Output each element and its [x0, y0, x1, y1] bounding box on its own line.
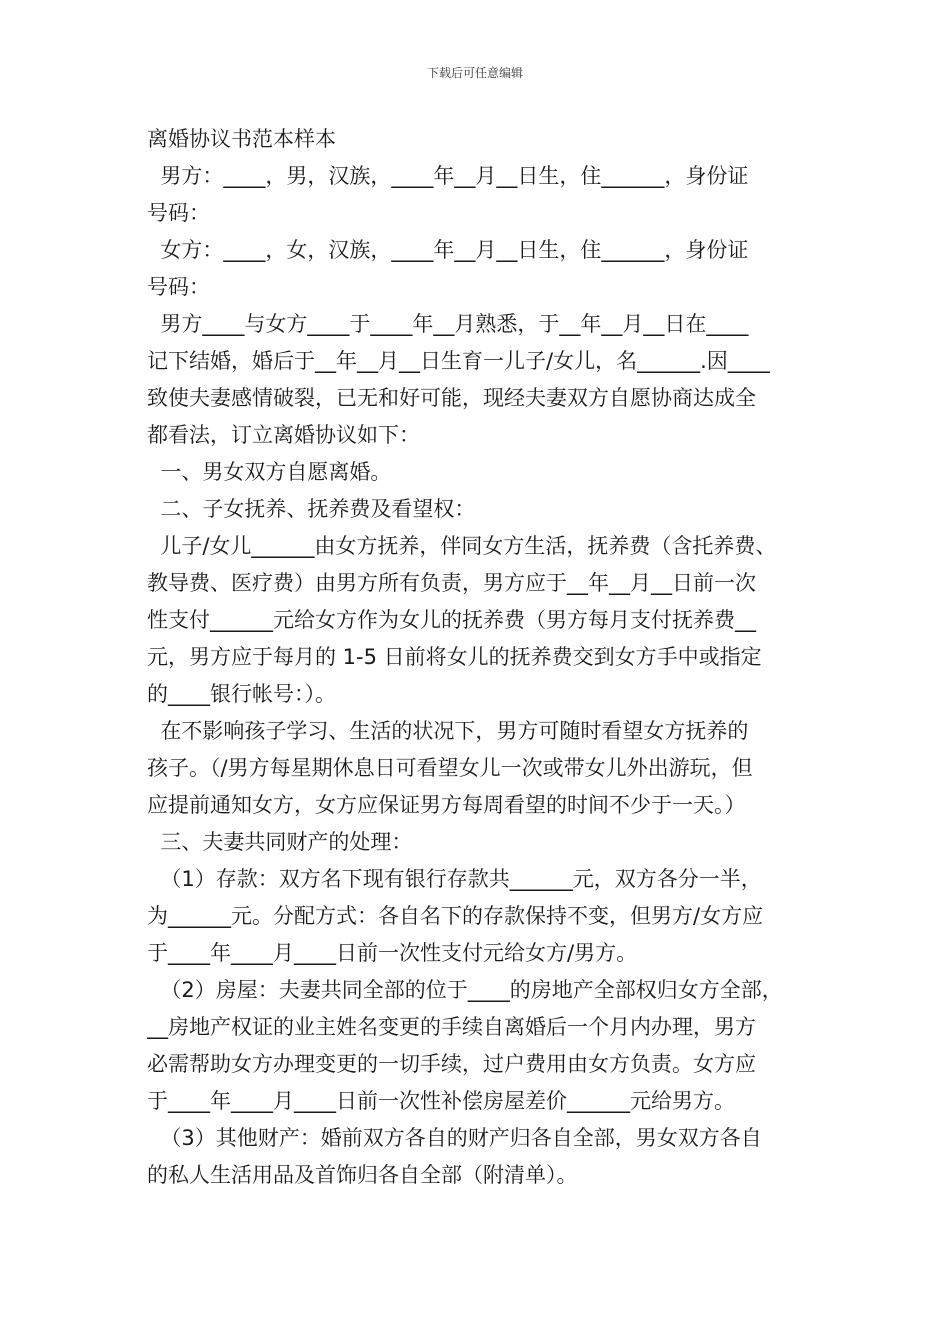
- text-line: 应提前通知女方，女方应保证男方每周看望的时间不少于一天。）: [147, 793, 746, 817]
- text-line: 男方____与女方____于____年__月熟悉，于__年__月__日在____: [147, 312, 749, 336]
- document-title: 离婚协议书范本样本: [147, 127, 336, 151]
- text-line: 为______元。分配方式：各自名下的存款保持不变，但男方/女方应: [147, 904, 764, 928]
- text-line: 于____年____月____日前一次性补偿房屋差价______元给男方。: [147, 1089, 735, 1113]
- text-line: 孩子。（/男方每星期休息日可看望女儿一次或带女儿外出游玩，但: [147, 756, 753, 780]
- text-line: 致使夫妻感情破裂，已无和好可能，现经夫妻双方自愿协商达成全: [147, 386, 756, 410]
- text-line: 儿子/女儿______由女方抚养，伴同女方生活，抚养费（含托养费、: [147, 534, 777, 558]
- text-line: __房地产权证的业主姓名变更的手续自离婚后一个月内办理，男方: [147, 1015, 756, 1039]
- text-line: 必需帮助女方办理变更的一切手续，过户费用由女方负责。女方应: [147, 1052, 756, 1076]
- text-line: 都看法，订立离婚协议如下：: [147, 423, 420, 447]
- text-line: 女方：____，女，汉族，____年__月__日生，住______，身份证: [147, 238, 749, 262]
- text-line: 的私人生活用品及首饰归各自全部（附清单）。: [147, 1163, 578, 1187]
- text-line: 记下结婚，婚后于__年__月__日生育一儿子/女儿，名______.因____: [147, 349, 770, 373]
- text-line: （1）存款：双方名下现有银行存款共______元，双方各分一半，: [147, 867, 762, 891]
- text-line: 教导费、医疗费）由男方所有负责，男方应于__年__月__日前一次: [147, 571, 756, 595]
- text-line: 元，男方应于每月的 1-5 日前将女儿的抚养费交到女方手中或指定: [147, 645, 762, 669]
- text-line: （2）房屋：夫妻共同全部的位于____的房地产全部权归女方全部，: [147, 978, 783, 1002]
- text-line: 于____年____月____日前一次性支付元给女方/男方。: [147, 941, 638, 965]
- text-line: 性支付______元给女方作为女儿的抚养费（男方每月支付抚养费__: [147, 608, 756, 632]
- text-line: 三、夫妻共同财产的处理：: [147, 830, 413, 854]
- text-line: 号码：: [147, 275, 210, 299]
- text-line: 在不影响孩子学习、生活的状况下，男方可随时看望女方抚养的: [147, 719, 749, 743]
- text-line: 一、男女双方自愿离婚。: [147, 460, 392, 484]
- text-line: 的____银行帐号：）。: [147, 682, 336, 706]
- page-header: 下载后可任意编辑: [426, 66, 523, 80]
- document-body: [147, 121, 819, 1194]
- text-line: 二、子女抚养、抚养费及看望权：: [147, 497, 476, 521]
- text-line: 号码：: [147, 201, 210, 225]
- text-line: （3）其他财产：婚前双方各自的财产归各自全部，男女双方各自: [147, 1126, 762, 1150]
- text-line: 男方：____，男，汉族，____年__月__日生，住______，身份证: [147, 164, 749, 188]
